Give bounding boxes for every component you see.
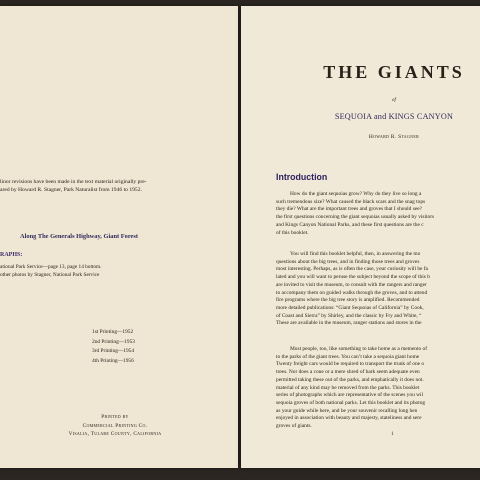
body-line: are invited to visit the museum, to consult with the rangers and ranger <box>276 281 427 288</box>
body-line: to the parks of the giant trees. You can’t take a sequoia giant home <box>276 353 420 360</box>
photo-credit-line: ational Park Service—page 13, page 14 bottom. <box>0 264 102 270</box>
body-line: as your guide while here, and be your souvenir recalling long hen <box>276 407 418 414</box>
body-line: material of any kind may be removed from the parks. This booklet <box>276 384 420 391</box>
author-name: Howard R. Stagner <box>368 134 420 140</box>
body-line: You will find this booklet helpful, then, in answering the mo <box>290 251 421 257</box>
printing-line: 3rd Printing—1954 <box>92 348 135 354</box>
book-title: THE GIANTS <box>323 62 465 82</box>
body-paragraph <box>276 191 480 237</box>
book-subtitle: SEQUOIA and KINGS CANYON <box>334 112 454 121</box>
body-paragraph <box>276 251 480 328</box>
printing-history <box>92 328 135 366</box>
printer-line: Commercial Printing Co. <box>82 422 148 429</box>
body-line: How do the giant sequoias grow? Why do they live so long a <box>290 191 422 197</box>
body-line: lated and you will want to peruse the subject beyond the scope of this b <box>276 274 430 281</box>
body-line: of Coast and Sierra” by Shirley, and the classic by Fry and White, “ <box>276 312 422 319</box>
printer-line: Visalia, Tulare County, California <box>68 431 162 437</box>
printer-line: Printed by <box>101 414 129 420</box>
revision-line: linor revisions have been made in the text material originally pre- <box>0 179 147 185</box>
body-line: and Kings Canyon National Parks, and these first questions are the c <box>276 221 424 228</box>
printing-line: 2nd Printing—1953 <box>92 338 135 345</box>
body-line: trees. Nor does a cone or a mere shred of bark seem adequate even <box>276 369 420 376</box>
body-paragraph <box>276 346 480 431</box>
body-line: of this booklet. <box>276 229 309 236</box>
title-of: of <box>392 98 396 103</box>
section-heading: Introduction <box>276 172 328 182</box>
body-line: Twenty freight cars would be required to transport the trunk of one o <box>276 361 425 368</box>
photographs-heading: RAPHS: <box>0 252 23 258</box>
printing-line: 4th Printing—1956 <box>92 357 134 364</box>
body-line: the first questions concerning the giant sequoias usually asked by visitors <box>276 214 435 221</box>
body-line: more detailed publications: “Giant Sequoias of California” by Cook, <box>276 304 424 311</box>
body-line: sequoia groves of both national parks. Let this booklet and its photog <box>276 399 426 406</box>
revision-line: ared by Howard R. Stagner, Park Naturalist from 1946 to 1952. <box>0 187 142 193</box>
printing-line: 1st Printing—1952 <box>92 329 134 335</box>
body-line: series of photographs which are representative of the scenes you wil <box>276 392 423 399</box>
body-line: These are available in the museum, ranger stations and stores in the <box>276 320 422 327</box>
photo-credits <box>0 263 236 279</box>
body-line: they die? What are the important trees and groves that I should see? <box>276 206 422 213</box>
photo-caption: Along The Generals Highway, Giant Forest <box>20 233 138 240</box>
body-line: most interesting. Perhaps, as is often the case, your curiosity will be fa <box>276 266 428 273</box>
page-number: 1 <box>391 432 394 437</box>
body-line: groves of giants. <box>276 423 312 430</box>
body-line: Most people, too, like something to take home as a memento of <box>290 346 427 352</box>
revision-note <box>0 178 232 194</box>
photo-credit-line: other photos by Stagner, National Park Service <box>0 272 100 278</box>
body-line: such tremendous size? What caused the black scars and the snag tops <box>276 198 426 205</box>
body-line: fire programs where the big tree story is amplified. Recommended <box>276 297 420 304</box>
body-line: questions about the big trees, and in finding those trees and groves <box>276 258 420 265</box>
left-page <box>0 6 238 468</box>
body-line: permitted taking these out of the parks, and emphatically it does not. <box>276 376 424 383</box>
body-line: enjoyed in association with beauty and majesty, stateliness and sere <box>276 415 422 422</box>
printer-credit <box>40 413 190 439</box>
right-page <box>241 6 480 468</box>
body-line: to accompany them on guided walks through the groves, and to attend <box>276 289 428 296</box>
